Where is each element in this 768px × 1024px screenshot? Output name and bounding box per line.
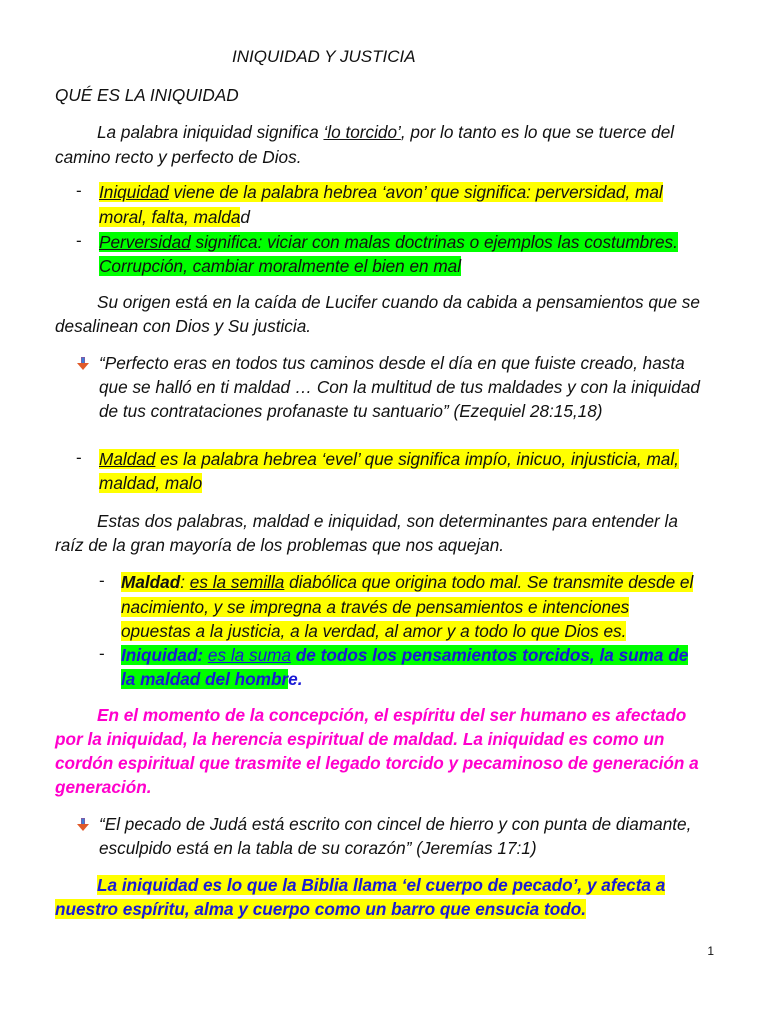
highlighted-text: Corrupción, cambiar moralmente el bien en mal	[99, 256, 462, 276]
underlined-term: Maldad	[99, 449, 156, 469]
page-title: INIQUIDAD Y JUSTICIA	[232, 47, 416, 66]
quote-2-line-2: esculpido está en la tabla de su corazón” (Jeremías 17:1)	[99, 838, 537, 858]
quote-1-line-3: de tus contrataciones profanaste tu santuario” (Ezequiel 28:15,18)	[99, 401, 603, 421]
bullet-iniquidad-line-1	[99, 180, 663, 204]
bullet-perversidad-line-2	[99, 254, 461, 278]
text: es la palabra hebrea ‘evel’ que significa impío, inicuo, injusticia, mal,	[155, 449, 679, 469]
arrow-bullet-icon	[76, 818, 90, 832]
paragraph-4-line-1: En el momento de la concepción, el espíritu del ser humano es afectado	[97, 705, 687, 725]
text: :	[180, 572, 190, 592]
bullet-dash: -	[76, 231, 82, 250]
bullet-iniquidad-def-line-2	[121, 667, 302, 691]
text: diabólica que origina todo mal. Se transmite desde el	[284, 572, 694, 592]
paragraph-3-line-2: raíz de la gran mayoría de los problemas que nos aquejan.	[55, 535, 505, 555]
bullet-maldad-line-1	[99, 447, 679, 471]
arrow-bullet-icon	[76, 357, 90, 371]
text: , por lo tanto es lo que se tuerce del	[400, 122, 675, 142]
bold-term: Maldad	[121, 572, 181, 592]
text: d	[240, 207, 250, 227]
underlined-term: es la semilla	[189, 572, 285, 592]
highlighted-text: nacimiento, y se impregna a través de pensamientos e intenciones	[121, 597, 630, 617]
quote-1-line-2: que se halló en ti maldad … Con la multitud de tus maldades y con la iniquidad	[99, 377, 700, 397]
bullet-dash: -	[99, 571, 105, 590]
bullet-perversidad-line-1	[99, 230, 678, 254]
underlined-term: Perversidad	[99, 232, 191, 252]
paragraph-5-line-1	[97, 873, 665, 897]
bullet-iniquidad-line-2	[99, 205, 250, 229]
text: de todos los pensamientos torcidos, la suma de	[291, 645, 689, 665]
paragraph-3-line-1: Estas dos palabras, maldad e iniquidad, son determinantes para entender la	[97, 511, 678, 531]
highlighted-text: La iniquidad es lo que la Biblia llama ‘el cuerpo de pecado’, y afecta a	[97, 875, 666, 895]
paragraph-4-line-4: generación.	[55, 777, 152, 797]
text: La palabra iniquidad significa	[97, 122, 324, 142]
paragraph-4-line-3: cordón espiritual que trasmite el legado torcido y pecaminoso de generación a	[55, 753, 699, 773]
paragraph-2-line-2: desalinean con Dios y Su justicia.	[55, 316, 312, 336]
bullet-dash: -	[99, 644, 105, 663]
highlighted-text: nuestro espíritu, alma y cuerpo como un barro que ensucia todo.	[55, 899, 586, 919]
underlined-term: ‘lo torcido’	[323, 122, 401, 142]
page-number: 1	[707, 944, 714, 958]
bold-term: Iniquidad:	[121, 645, 204, 665]
paragraph-5-line-2	[55, 897, 586, 921]
section-heading: QUÉ ES LA INIQUIDAD	[55, 85, 239, 105]
bullet-iniquidad-def-line-1	[121, 643, 688, 667]
paragraph-1-line-1	[97, 120, 674, 144]
bullet-dash: -	[76, 181, 82, 200]
bullet-maldad-def-line-2	[121, 595, 629, 619]
paragraph-4-line-2: por la iniquidad, la herencia espiritual de maldad. La iniquidad es como un	[55, 729, 665, 749]
highlighted-text: opuestas a la justicia, a la verdad, al amor y a todo lo que Dios es.	[121, 621, 627, 641]
bullet-dash: -	[76, 448, 82, 467]
quote-1-line-1: “Perfecto eras en todos tus caminos desde el día en que fuiste creado, hasta	[99, 353, 685, 373]
highlighted-text: la maldad del hombr	[121, 669, 289, 689]
text: viene de la palabra hebrea ‘avon’ que significa: perversidad, mal	[168, 182, 663, 202]
paragraph-2-line-1: Su origen está en la caída de Lucifer cuando da cabida a pensamientos que se	[97, 292, 700, 312]
underlined-term: Iniquidad	[99, 182, 169, 202]
highlighted-text: maldad, malo	[99, 473, 203, 493]
paragraph-1-line-2: camino recto y perfecto de Dios.	[55, 147, 302, 167]
highlighted-text: moral, falta, malda	[99, 207, 241, 227]
bullet-maldad-def-line-3	[121, 619, 626, 643]
text: e.	[288, 669, 303, 689]
underlined-term: es la suma	[207, 645, 291, 665]
bullet-maldad-line-2	[99, 471, 202, 495]
text: significa: viciar con malas doctrinas o ejemplos las costumbres.	[190, 232, 678, 252]
quote-2-line-1: “El pecado de Judá está escrito con cincel de hierro y con punta de diamante,	[99, 814, 692, 834]
bullet-maldad-def-line-1	[121, 570, 693, 594]
